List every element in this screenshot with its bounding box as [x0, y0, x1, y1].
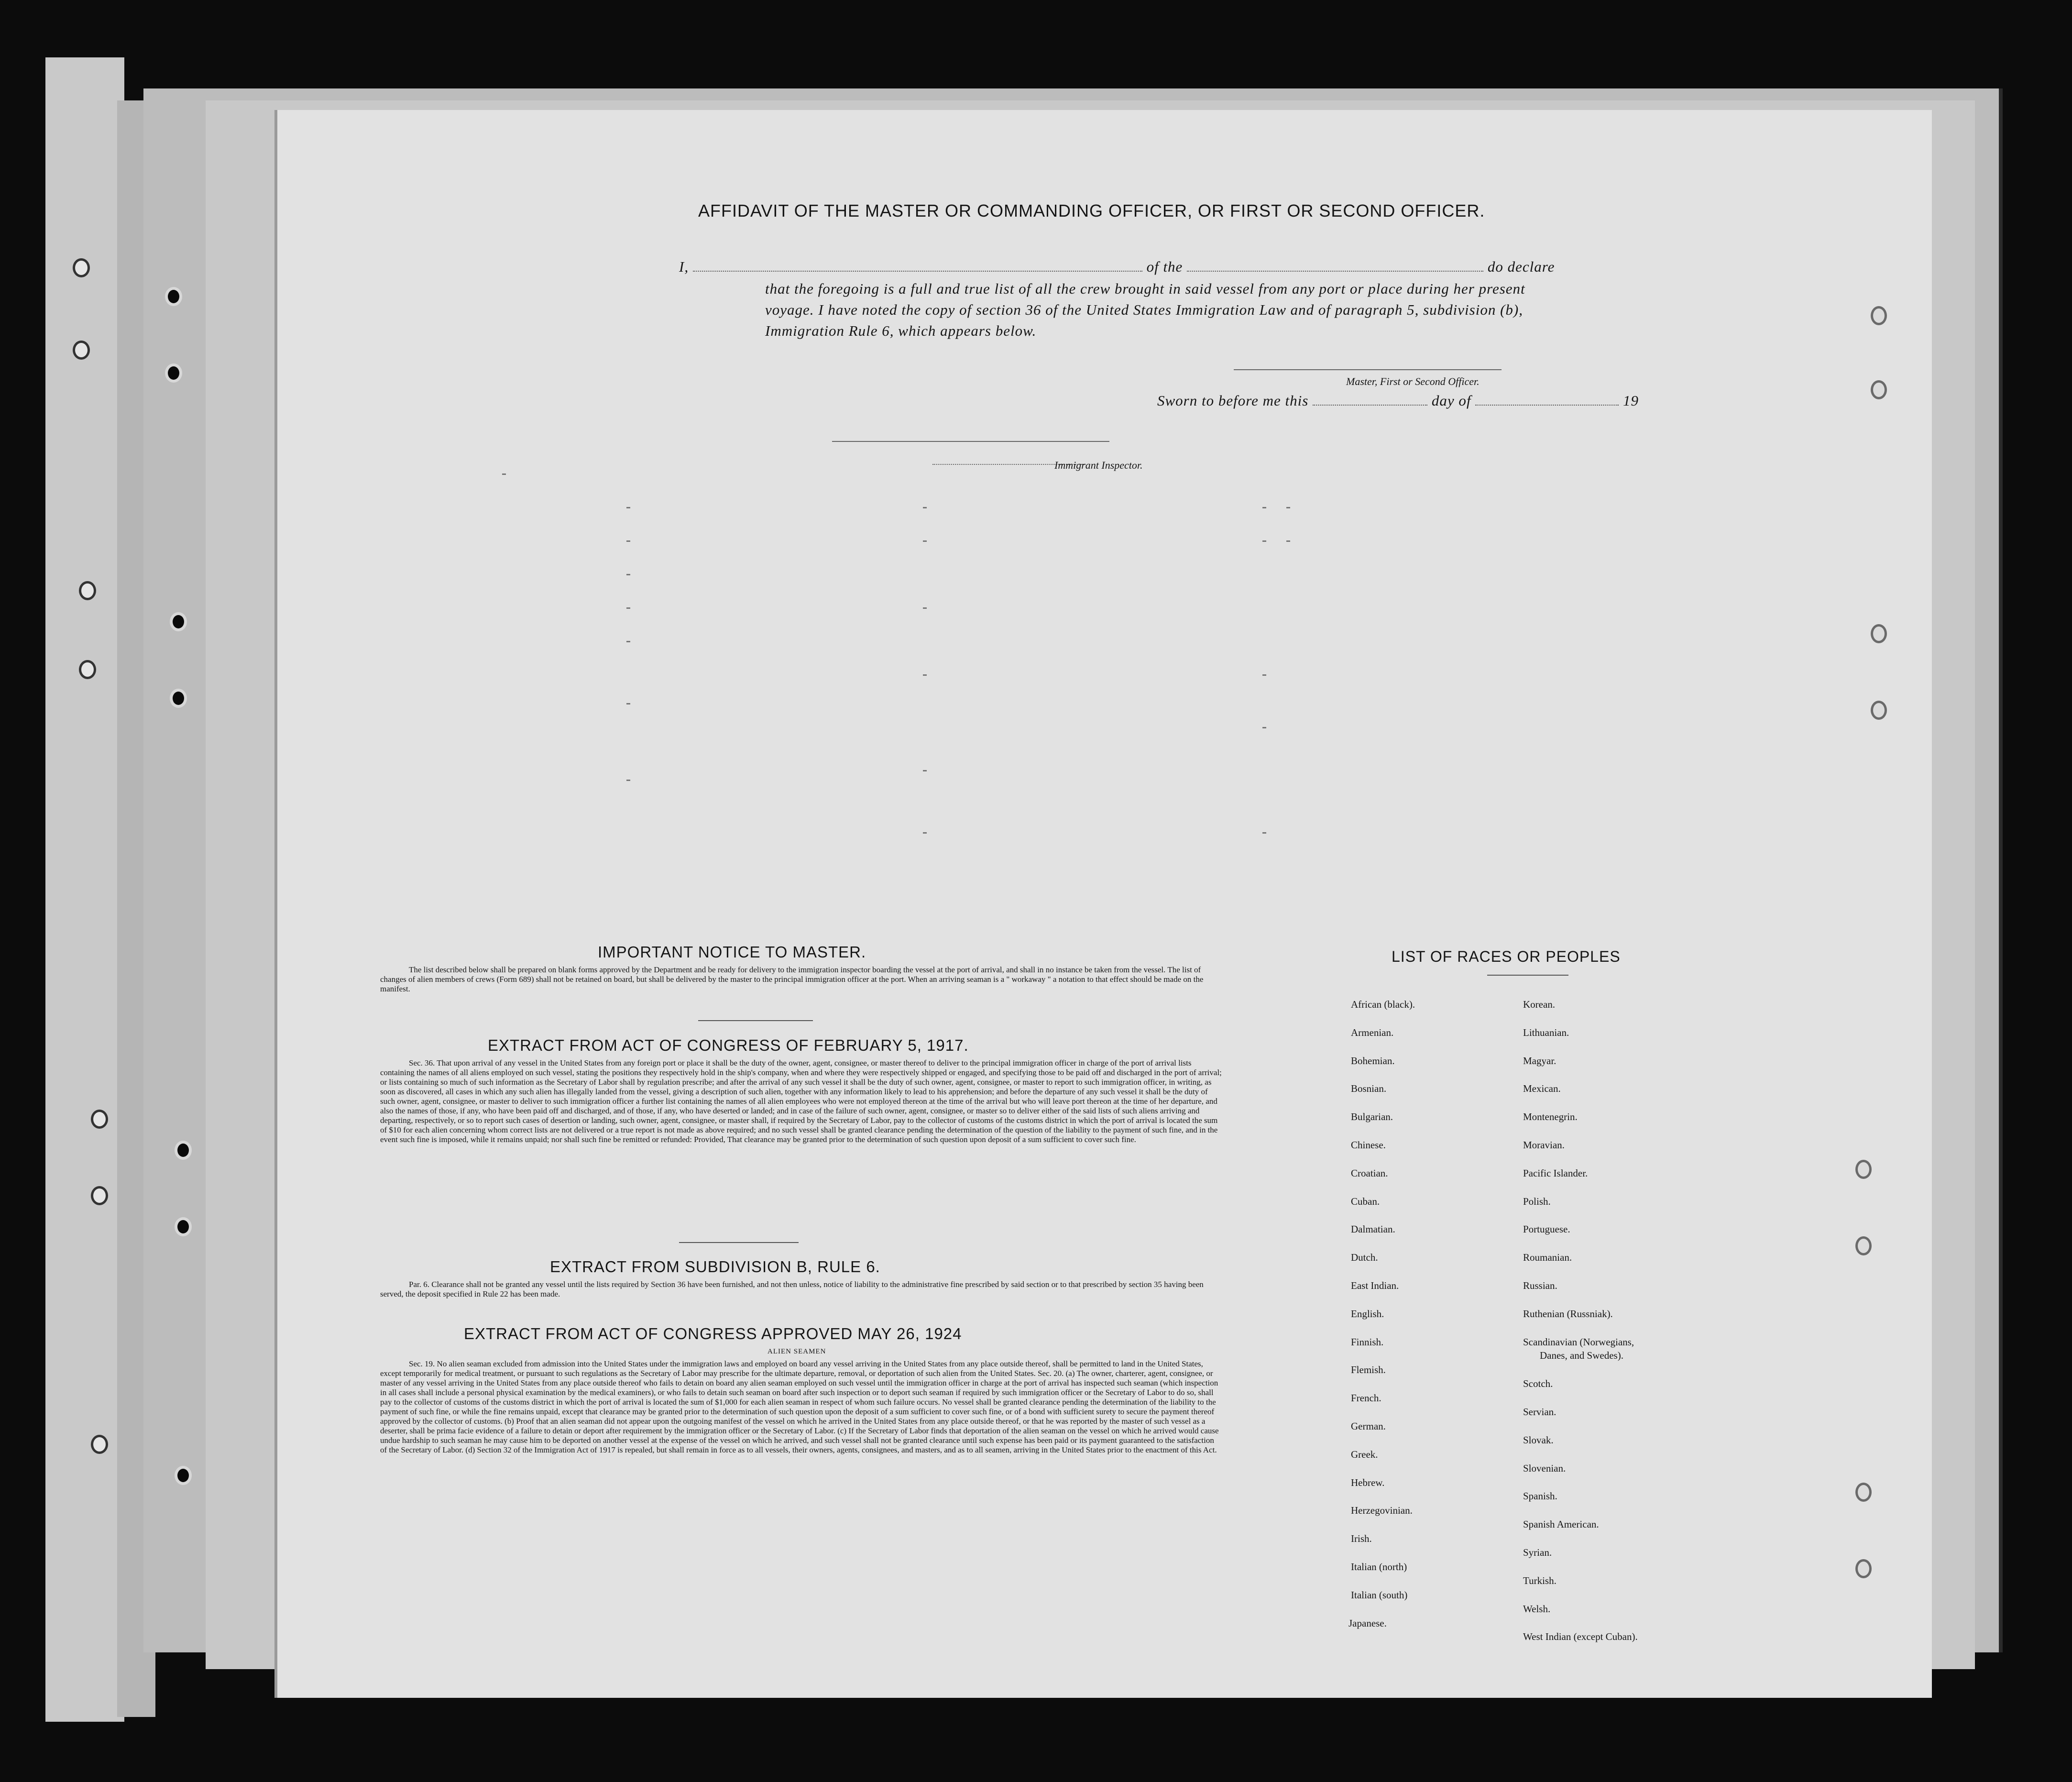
race-item: East Indian. [1351, 1280, 1399, 1291]
race-item: Armenian. [1351, 1026, 1394, 1038]
race-item: Montenegrin. [1523, 1111, 1578, 1123]
races-title: LIST OF RACES OR PEOPLES [1392, 948, 1621, 965]
race-item: Spanish. [1523, 1490, 1557, 1502]
ring-hole-icon [1855, 1559, 1872, 1578]
bleed-mark [626, 540, 630, 542]
bleed-mark [1286, 507, 1290, 508]
affidavit-line-4: Immigration Rule 6, which appears below. [765, 322, 1037, 339]
race-item: Magyar. [1523, 1055, 1557, 1067]
divider [1487, 975, 1568, 976]
race-item: Danes, and Swedes). [1540, 1350, 1623, 1362]
bleed-mark [923, 832, 927, 834]
race-item: Croatian. [1351, 1167, 1388, 1179]
binder-hole-icon [79, 581, 96, 600]
binder-hole-icon [175, 1466, 192, 1485]
binder-hole-icon [175, 1141, 192, 1160]
race-item: Bohemian. [1351, 1055, 1395, 1067]
bleed-mark [1262, 832, 1266, 834]
master-signature-line[interactable] [1234, 369, 1502, 370]
bleed-mark [923, 674, 927, 676]
binder-hole-icon [79, 660, 96, 679]
extract-1924-body: Sec. 19. No alien seaman excluded from admission into the United States under the immigration laws and employed on board any vessel arriving in the United States from any place outside thereof, shall be permitted to land in the United States, except temporarily for medical treatment, or pursuant to such regulations as the Secretary of Labor may prescribe for the ultimate departure, removal, or deportation of such alien from the United States. Sec. 20. (a) The owner, charterer, agent, consignee, or master of any vessel arriving in the United States from any place outside thereof who fails to detain on board any alien seaman employed on such vessel until the immigration officer in charge at the port of arrival has inspected such seaman (which inspection in all cases shall include a personal physical examination by the medical examiners), or who fails to detain such seaman on board after such inspection or to deport such seaman if required by such immigration officer or the Secretary of Labor to do so, shall pay to the collector of customs of the customs district in which the port of arrival is located the sum of $1,000 for each alien seaman in respect of whom such failure occurs. No vessel shall be granted clearance pending the determination of the liability to the payment of such fine, or while the fine remains unpaid, except that clearance may be granted prior to the determination of such question upon the deposit of a sum sufficient to cover such fine, or of a bond with sufficient surety to secure the payment thereof approved by the collector of customs. (b) Proof that an alien seaman did not appear upon the outgoing manifest of the vessel on which he arrived in the United States from any place outside thereof, or that he was reported by the master of such vessel as a deserter, shall be prima facie evidence of a failure to detain or deport after requirement by the immigration officer or the Secretary of Labor. (c) If the Secretary of Labor finds that deportation of the alien seaman on the vessel on which he arrived would cause undue hardship to such seaman he may cause him to be deported on another vessel at the expense of the vessel on which he arrived, and such vessel shall not be granted clearance until such expense has been paid or its payment guaranteed to the satisfaction of the Secretary of Labor. (d) Section 32 of the Immigration Act of 1917 is repealed, but shall remain in force as to all vessels, their owners, agents, consignees, and masters, and as to all seamen, arriving in the United States prior to the enactment of this Act. [380, 1359, 1219, 1454]
race-item: Italian (south) [1351, 1589, 1408, 1601]
master-caption: Master, First or Second Officer. [1346, 375, 1480, 387]
race-item: Bosnian. [1351, 1083, 1387, 1095]
binder-hole-icon [91, 1186, 108, 1205]
race-item: Turkish. [1523, 1574, 1557, 1586]
binder-hole-icon [165, 287, 182, 306]
race-item: Flemish. [1351, 1364, 1386, 1376]
affidavit-line-1 [679, 258, 1555, 275]
bleed-mark [626, 607, 630, 609]
race-item: Spanish American. [1523, 1518, 1599, 1530]
affidavit-page [277, 110, 1932, 1698]
race-item: Polish. [1523, 1195, 1551, 1207]
binder-hole-icon [73, 341, 90, 360]
do-declare-text: do declare [1487, 258, 1555, 275]
extract-1924-title: EXTRACT FROM ACT OF CONGRESS APPROVED MAY 26, 1924 [464, 1325, 962, 1342]
race-item: Russian. [1523, 1280, 1557, 1291]
bleed-mark [1262, 674, 1266, 676]
ring-hole-icon [1871, 306, 1887, 325]
binder-hole-icon [175, 1217, 192, 1236]
race-item: Dutch. [1351, 1252, 1378, 1264]
sworn-text: Sworn to before me this [1157, 392, 1309, 409]
bleed-mark [626, 780, 630, 781]
ring-hole-icon [1855, 1236, 1872, 1255]
race-item: Scotch. [1523, 1378, 1553, 1390]
affidavit-line-2: that the foregoing is a full and true list of all the crew brought in said vessel from any port or place during her present [765, 280, 1525, 297]
binder-hole-icon [170, 612, 187, 631]
sworn-month-field[interactable] [1475, 405, 1619, 406]
day-of-text: day of [1431, 392, 1471, 409]
bleed-mark [923, 770, 927, 771]
race-item: French. [1351, 1392, 1381, 1404]
race-item: Dalmatian. [1351, 1223, 1395, 1235]
extract-rule6-body: Par. 6. Clearance shall not be granted any vessel until the lists required by Section 36 have been furnished, and not then unless, notice of liability to the administrative fine prescribed by said section or to that prescribed by section 35 having been served, the deposit specified in Rule 22 has been made. [380, 1280, 1204, 1298]
affidavit-line-3: voyage. I have noted the copy of section 36 of the United States Immigration Law and of paragraph 5, subdivision (b), [765, 301, 1523, 318]
race-item: Welsh. [1523, 1603, 1551, 1615]
sworn-line [1157, 392, 1639, 409]
race-item: Roumanian. [1523, 1252, 1572, 1264]
race-item: Finnish. [1351, 1336, 1384, 1348]
race-item: West Indian (except Cuban). [1523, 1631, 1638, 1643]
extract-rule6-title: EXTRACT FROM SUBDIVISION B, RULE 6. [550, 1258, 880, 1276]
ring-hole-icon [1855, 1483, 1872, 1502]
race-item: Lithuanian. [1523, 1026, 1569, 1038]
race-item: Chinese. [1351, 1139, 1386, 1151]
race-item: African (black). [1351, 999, 1415, 1010]
race-item: Slovenian. [1523, 1462, 1566, 1474]
sworn-day-field[interactable] [1313, 405, 1427, 406]
affidavit-title: AFFIDAVIT OF THE MASTER OR COMMANDING OFFICER, OR FIRST OR SECOND OFFICER. [698, 201, 1485, 220]
race-item: Scandinavian (Norwegians, [1523, 1336, 1634, 1348]
bleed-mark [626, 641, 630, 642]
bleed-mark [626, 507, 630, 508]
race-item: Portuguese. [1523, 1223, 1570, 1235]
bleed-mark [923, 607, 927, 609]
bleed-mark [626, 703, 630, 704]
divider [679, 1242, 799, 1243]
race-item: Pacific Islander. [1523, 1167, 1588, 1179]
race-item: Mexican. [1523, 1083, 1561, 1095]
ring-hole-icon [1871, 380, 1887, 399]
race-item: Hebrew. [1351, 1476, 1385, 1488]
bleed-mark [1262, 727, 1266, 728]
race-item: Korean. [1523, 999, 1556, 1010]
binder-strip [45, 57, 124, 1722]
race-item: German. [1351, 1420, 1386, 1432]
i-text: I, [679, 258, 689, 275]
extract-1924-subtitle: ALIEN SEAMEN [767, 1348, 826, 1355]
inspector-caption: Immigrant Inspector. [1054, 459, 1143, 471]
ring-hole-icon [1855, 1160, 1872, 1179]
binder-hole-icon [91, 1110, 108, 1129]
notice-body: The list described below shall be prepared on blank forms approved by the Department and be ready for delivery to the immigration inspector boarding the vessel at the port of arrival, and shall in no instance be taken from the vessel. The list of changes of alien members of crews (Form 689) shall not be retained on board, but shall be delivered by the master to the principal immigration officer at the port. When an arriving seaman is a " workaway " a notation to that effect should be made on the manifest. [380, 965, 1204, 993]
race-item: Greek. [1351, 1448, 1378, 1460]
extract-1917-body: Sec. 36. That upon arrival of any vessel in the United States from any foreign port or place it shall be the duty of the owner, agent, consignee, or master thereof to deliver to the principal immigration officer in charge of the port of arrival lists containing the names of all aliens employed on such vessel, stating the positions they respectively hold in the ship's company, when and where they were respectively shipped or engaged, and specifying those to be paid off and discharged in the port of arrival; or lists containing so much of such information as the Secretary of Labor shall by regulation prescribe; and after the arrival of any such vessel it shall be the duty of such owner, agent, consignee, or master to report to such immigration officer, in writing, as soon as discovered, all cases in which any such alien has illegally landed from the vessel, giving a description of such alien, together with any information likely to lead to his apprehension; and before the departure of any such vessel it shall be the duty of such owner, agent, consignee, or master to deliver to such immigration officer a further list containing the names of all alien employees who were not employed thereon at the time of the arrival but who will leave port thereon at the time of her departure, and also the names of those, if any, who have been paid off and discharged, and of those, if any, who have deserted or landed; and in case of the failure of such owner, agent, consignee, or master so to deliver either of the said lists of such aliens arriving and departing, respectively, or so to report such cases of desertion or landing, such owner, agent, consignee, or master shall, if required by the Secretary of Labor, pay to the collector of customs of the customs district in which the port of arrival is located the sum of $10 for each alien concerning whom correct lists are not delivered or a true report is not made as above required; and no such vessel shall be granted clearance pending the determination of the question of the liability to the payment of such fine, and in the event such fine is imposed, while it remains unpaid; nor shall such fine be remitted or refunded: Provided, That clearance may be granted prior to the determination of such question upon deposit of a sum sufficient to cover such fine. [380, 1058, 1222, 1144]
race-item: Moravian. [1523, 1139, 1565, 1151]
race-item: English. [1351, 1308, 1384, 1320]
race-item: Japanese. [1348, 1617, 1387, 1629]
binder-hole-icon [165, 363, 182, 383]
binder-hole-icon [91, 1435, 108, 1454]
bleed-mark [626, 574, 630, 575]
year-prefix: 19 [1623, 392, 1639, 409]
race-item: Ruthenian (Russniak). [1523, 1308, 1613, 1320]
race-item: Herzegovinian. [1351, 1505, 1413, 1517]
binder-hole-icon [170, 689, 187, 708]
race-item: Irish. [1351, 1533, 1372, 1545]
divider [698, 1020, 813, 1021]
race-item: Bulgarian. [1351, 1111, 1393, 1123]
race-item: Cuban. [1351, 1195, 1380, 1207]
ring-hole-icon [1871, 701, 1887, 720]
race-item: Servian. [1523, 1406, 1557, 1418]
name-field[interactable] [693, 271, 1142, 272]
bleed-mark [1262, 540, 1266, 542]
bleed-mark [923, 540, 927, 542]
bleed-mark [502, 473, 506, 475]
race-item: Slovak. [1523, 1434, 1554, 1446]
inspector-signature-line[interactable] [832, 441, 1109, 442]
extract-1917-title: EXTRACT FROM ACT OF CONGRESS OF FEBRUARY 5, 1917. [488, 1036, 969, 1054]
vessel-field[interactable] [1187, 271, 1483, 272]
bleed-mark [1286, 540, 1290, 542]
bleed-mark [923, 507, 927, 508]
race-item: Italian (north) [1351, 1561, 1407, 1573]
ring-hole-icon [1871, 624, 1887, 643]
of-the-text: of the [1146, 258, 1183, 275]
bleed-mark [1262, 507, 1266, 508]
race-item: Syrian. [1523, 1547, 1552, 1558]
notice-title: IMPORTANT NOTICE TO MASTER. [598, 943, 866, 961]
binder-hole-icon [73, 258, 90, 277]
